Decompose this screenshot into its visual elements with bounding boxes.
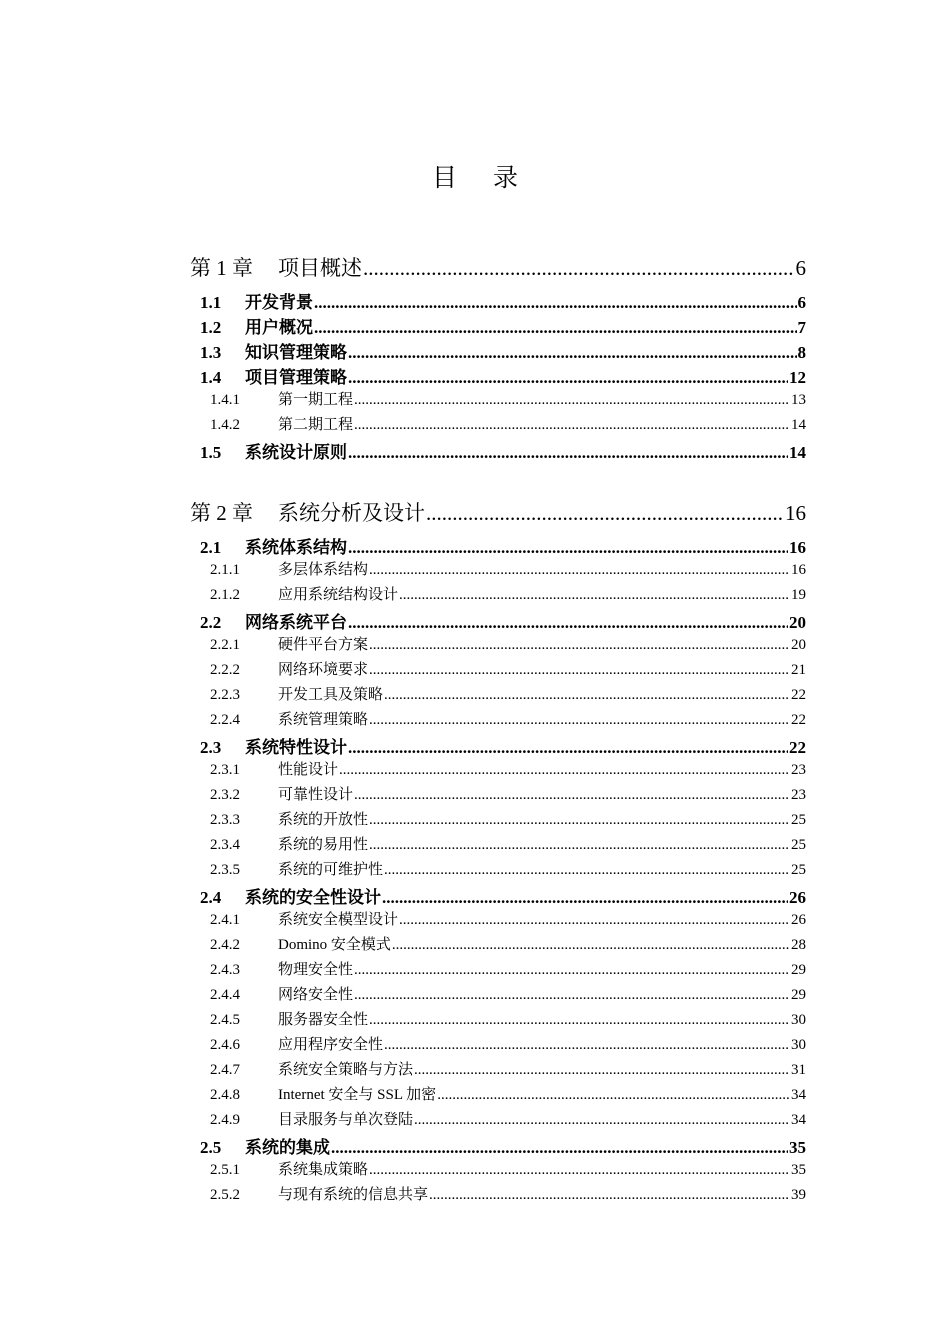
toc-section-entry[interactable]	[190, 438, 806, 463]
toc-dot-leader	[429, 1187, 790, 1204]
toc-entry-page-number: 39	[791, 1187, 806, 1203]
toc-dot-leader	[437, 1087, 790, 1104]
toc-entry-page-number: 30	[791, 1037, 806, 1053]
toc-entry-number: 2.2.4	[210, 712, 240, 728]
toc-entry-page-number: 22	[791, 687, 806, 703]
toc-subsection-entry[interactable]	[190, 683, 806, 708]
toc-subsection-entry[interactable]	[190, 1008, 806, 1033]
toc-entry-number: 2.5	[200, 1138, 222, 1157]
table-of-contents	[190, 252, 806, 1208]
toc-dot-leader	[414, 1112, 790, 1129]
toc-entry-label: 用户概况	[245, 318, 313, 337]
toc-entry-label: 目录服务与单次登陆	[278, 1112, 414, 1128]
toc-entry-number: 2.4.1	[210, 912, 240, 928]
toc-section-entry[interactable]	[190, 338, 806, 363]
toc-entry-page-number: 14	[789, 443, 806, 462]
toc-subsection-entry[interactable]	[190, 1183, 806, 1208]
toc-entry-label: 系统的开放性	[278, 812, 369, 828]
toc-entry-page-number: 22	[789, 738, 806, 757]
toc-dot-leader	[369, 637, 790, 654]
toc-dot-leader	[348, 343, 797, 363]
toc-entry-number: 2.4.7	[210, 1062, 240, 1078]
toc-dot-leader	[369, 662, 790, 679]
toc-title-char-1: 目	[431, 165, 457, 192]
toc-entry-page-number: 16	[789, 538, 806, 557]
toc-entry-label: 多层体系结构	[278, 562, 369, 578]
toc-entry-page-number: 14	[791, 417, 806, 433]
toc-entry-label: 系统特性设计	[245, 738, 347, 757]
toc-dot-leader	[331, 1138, 788, 1158]
toc-dot-leader	[348, 538, 788, 558]
toc-entry-page-number: 35	[791, 1162, 806, 1178]
toc-dot-leader	[348, 368, 788, 388]
toc-entry-label: 性能设计	[278, 762, 339, 778]
toc-entry-page-number: 12	[789, 368, 806, 387]
toc-section-entry[interactable]	[190, 363, 806, 388]
toc-entry-label: 应用系统结构设计	[278, 587, 399, 603]
toc-entry-page-number: 16	[791, 562, 806, 578]
toc-dot-leader	[348, 443, 788, 463]
toc-entry-page-number: 7	[797, 318, 806, 337]
toc-dot-leader	[384, 862, 790, 879]
toc-subsection-entry[interactable]	[190, 958, 806, 983]
toc-dot-leader	[384, 687, 790, 704]
toc-entry-label: 系统安全策略与方法	[278, 1062, 414, 1078]
toc-entry-page-number: 30	[791, 1012, 806, 1028]
toc-entry-number: 2.4.9	[210, 1112, 240, 1128]
toc-entry-number: 2.3	[200, 738, 222, 757]
toc-entry-label: 网络环境要求	[278, 662, 369, 678]
toc-dot-leader	[399, 587, 790, 604]
toc-entry-page-number: 13	[791, 392, 806, 408]
toc-dot-leader	[314, 318, 797, 338]
toc-entry-number: 1.5	[200, 443, 222, 462]
toc-entry-number: 2.4.8	[210, 1087, 240, 1103]
toc-subsection-entry[interactable]	[190, 1158, 806, 1183]
toc-entry-label: Domino 安全模式	[278, 937, 391, 953]
toc-dot-leader	[369, 1012, 790, 1029]
toc-entry-page-number: 26	[789, 888, 806, 907]
toc-section-entry[interactable]	[190, 608, 806, 633]
toc-entry-label: 系统分析及设计	[278, 501, 425, 525]
toc-section-entry[interactable]	[190, 1133, 806, 1158]
toc-entry-label: 应用程序安全性	[278, 1037, 384, 1053]
toc-subsection-entry[interactable]	[190, 908, 806, 933]
toc-dot-leader	[399, 912, 790, 929]
toc-entry-label: 服务器安全性	[278, 1012, 369, 1028]
toc-entry-number: 2.5.2	[210, 1187, 240, 1203]
toc-dot-leader	[382, 888, 788, 908]
toc-entry-number: 1.4.1	[210, 392, 240, 408]
toc-entry-page-number: 34	[791, 1112, 806, 1128]
toc-dot-leader	[354, 987, 790, 1004]
toc-entry-number: 1.1	[200, 293, 222, 312]
toc-dot-leader	[339, 762, 790, 779]
toc-dot-leader	[369, 1162, 790, 1179]
toc-entry-page-number: 6	[797, 293, 806, 312]
toc-subsection-entry[interactable]	[190, 388, 806, 413]
toc-section-entry[interactable]	[190, 533, 806, 558]
toc-entry-label: 项目管理策略	[245, 368, 347, 387]
toc-entry-page-number: 21	[791, 662, 806, 678]
toc-entry-label: 系统安全模型设计	[278, 912, 399, 928]
toc-entry-number: 2.3.1	[210, 762, 240, 778]
toc-entry-number: 第 1 章	[190, 256, 253, 280]
toc-dot-leader	[369, 562, 790, 579]
toc-entry-label: 开发工具及策略	[278, 687, 384, 703]
toc-entry-label: 系统集成策略	[278, 1162, 369, 1178]
toc-entry-number: 1.4.2	[210, 417, 240, 433]
toc-entry-page-number: 29	[791, 987, 806, 1003]
toc-entry-label: 系统设计原则	[245, 443, 347, 462]
toc-entry-page-number: 20	[789, 613, 806, 632]
toc-entry-number: 2.2.1	[210, 637, 240, 653]
toc-entry-label: 系统体系结构	[245, 538, 347, 557]
toc-section-entry[interactable]	[190, 313, 806, 338]
toc-subsection-entry[interactable]	[190, 833, 806, 858]
toc-entry-page-number: 22	[791, 712, 806, 728]
toc-entry-label: 开发背景	[245, 293, 313, 312]
chapter-spacer	[190, 463, 806, 497]
toc-dot-leader	[314, 293, 797, 313]
toc-entry-label: 与现有系统的信息共享	[278, 1187, 429, 1203]
toc-section-entry[interactable]	[190, 288, 806, 313]
toc-entry-page-number: 6	[795, 256, 806, 280]
toc-entry-number: 2.2.3	[210, 687, 240, 703]
toc-entry-label: 系统的可维护性	[278, 862, 384, 878]
toc-chapter-entry[interactable]	[190, 497, 806, 533]
toc-subsection-entry[interactable]	[190, 413, 806, 438]
toc-entry-page-number: 20	[791, 637, 806, 653]
toc-entry-label: 第二期工程	[278, 417, 354, 433]
toc-dot-leader	[426, 501, 784, 526]
toc-subsection-entry[interactable]	[190, 708, 806, 733]
toc-entry-page-number: 19	[791, 587, 806, 603]
toc-entry-page-number: 35	[789, 1138, 806, 1157]
toc-entry-number: 2.3.4	[210, 837, 240, 853]
toc-entry-label: 系统的集成	[245, 1138, 330, 1157]
toc-dot-leader	[354, 417, 790, 434]
toc-entry-label: Internet 安全与 SSL 加密	[278, 1087, 437, 1103]
toc-entry-number: 2.4.4	[210, 987, 240, 1003]
toc-entry-number: 1.3	[200, 343, 222, 362]
toc-subsection-entry[interactable]	[190, 758, 806, 783]
toc-entry-number: 2.1	[200, 538, 222, 557]
toc-title-char-2: 录	[493, 165, 519, 192]
toc-entry-page-number: 25	[791, 837, 806, 853]
toc-subsection-entry[interactable]	[190, 1108, 806, 1133]
toc-entry-page-number: 31	[791, 1062, 806, 1078]
toc-entry-number: 2.3.3	[210, 812, 240, 828]
toc-entry-page-number: 8	[797, 343, 806, 362]
toc-entry-number: 2.2	[200, 613, 222, 632]
toc-entry-number: 2.1.2	[210, 587, 240, 603]
toc-dot-leader	[369, 812, 790, 829]
toc-dot-leader	[348, 613, 788, 633]
toc-subsection-entry[interactable]	[190, 633, 806, 658]
toc-chapter-entry[interactable]	[190, 252, 806, 288]
toc-entry-label: 网络系统平台	[245, 613, 347, 632]
toc-entry-number: 2.3.2	[210, 787, 240, 803]
toc-entry-number: 2.4	[200, 888, 222, 907]
toc-entry-number: 2.4.2	[210, 937, 240, 953]
toc-entry-number: 2.2.2	[210, 662, 240, 678]
toc-section-entry[interactable]	[190, 883, 806, 908]
toc-entry-number: 2.4.5	[210, 1012, 240, 1028]
toc-entry-label: 系统管理策略	[278, 712, 369, 728]
toc-entry-label: 网络安全性	[278, 987, 354, 1003]
toc-dot-leader	[354, 787, 790, 804]
toc-entry-number: 2.1.1	[210, 562, 240, 578]
toc-entry-label: 可靠性设计	[278, 787, 354, 803]
toc-entry-page-number: 16	[785, 501, 806, 525]
toc-entry-number: 1.2	[200, 318, 222, 337]
toc-dot-leader	[363, 256, 795, 281]
toc-dot-leader	[354, 962, 790, 979]
toc-entry-label: 物理安全性	[278, 962, 354, 978]
toc-entry-page-number: 23	[791, 762, 806, 778]
toc-section-entry[interactable]	[190, 733, 806, 758]
toc-entry-label: 系统的安全性设计	[245, 888, 381, 907]
toc-entry-label: 第一期工程	[278, 392, 354, 408]
toc-entry-page-number: 34	[791, 1087, 806, 1103]
toc-entry-label: 系统的易用性	[278, 837, 369, 853]
toc-subsection-entry[interactable]	[190, 858, 806, 883]
toc-entry-number: 2.4.6	[210, 1037, 240, 1053]
toc-subsection-entry[interactable]	[190, 808, 806, 833]
toc-dot-leader	[369, 837, 790, 854]
toc-entry-page-number: 25	[791, 812, 806, 828]
toc-entry-number: 2.4.3	[210, 962, 240, 978]
toc-dot-leader	[348, 738, 788, 758]
toc-dot-leader	[384, 1037, 790, 1054]
toc-entry-label: 项目概述	[278, 256, 362, 280]
toc-subsection-entry[interactable]	[190, 1058, 806, 1083]
toc-subsection-entry[interactable]	[190, 983, 806, 1008]
toc-title	[0, 158, 950, 194]
toc-entry-number: 2.5.1	[210, 1162, 240, 1178]
toc-entry-page-number: 23	[791, 787, 806, 803]
toc-entry-number: 1.4	[200, 368, 222, 387]
toc-entry-page-number: 28	[791, 937, 806, 953]
toc-dot-leader	[414, 1062, 790, 1079]
toc-entry-number: 第 2 章	[190, 501, 253, 525]
toc-entry-page-number: 29	[791, 962, 806, 978]
toc-entry-number: 2.3.5	[210, 862, 240, 878]
toc-subsection-entry[interactable]	[190, 583, 806, 608]
toc-subsection-entry[interactable]	[190, 658, 806, 683]
toc-dot-leader	[369, 712, 790, 729]
toc-subsection-entry[interactable]	[190, 783, 806, 808]
toc-subsection-entry[interactable]	[190, 558, 806, 583]
toc-subsection-entry[interactable]	[190, 1083, 806, 1108]
toc-entry-label: 硬件平台方案	[278, 637, 369, 653]
toc-dot-leader	[392, 937, 790, 954]
toc-subsection-entry[interactable]	[190, 1033, 806, 1058]
toc-subsection-entry[interactable]	[190, 933, 806, 958]
toc-entry-page-number: 26	[791, 912, 806, 928]
toc-entry-label: 知识管理策略	[245, 343, 347, 362]
toc-entry-page-number: 25	[791, 862, 806, 878]
toc-dot-leader	[354, 392, 790, 409]
